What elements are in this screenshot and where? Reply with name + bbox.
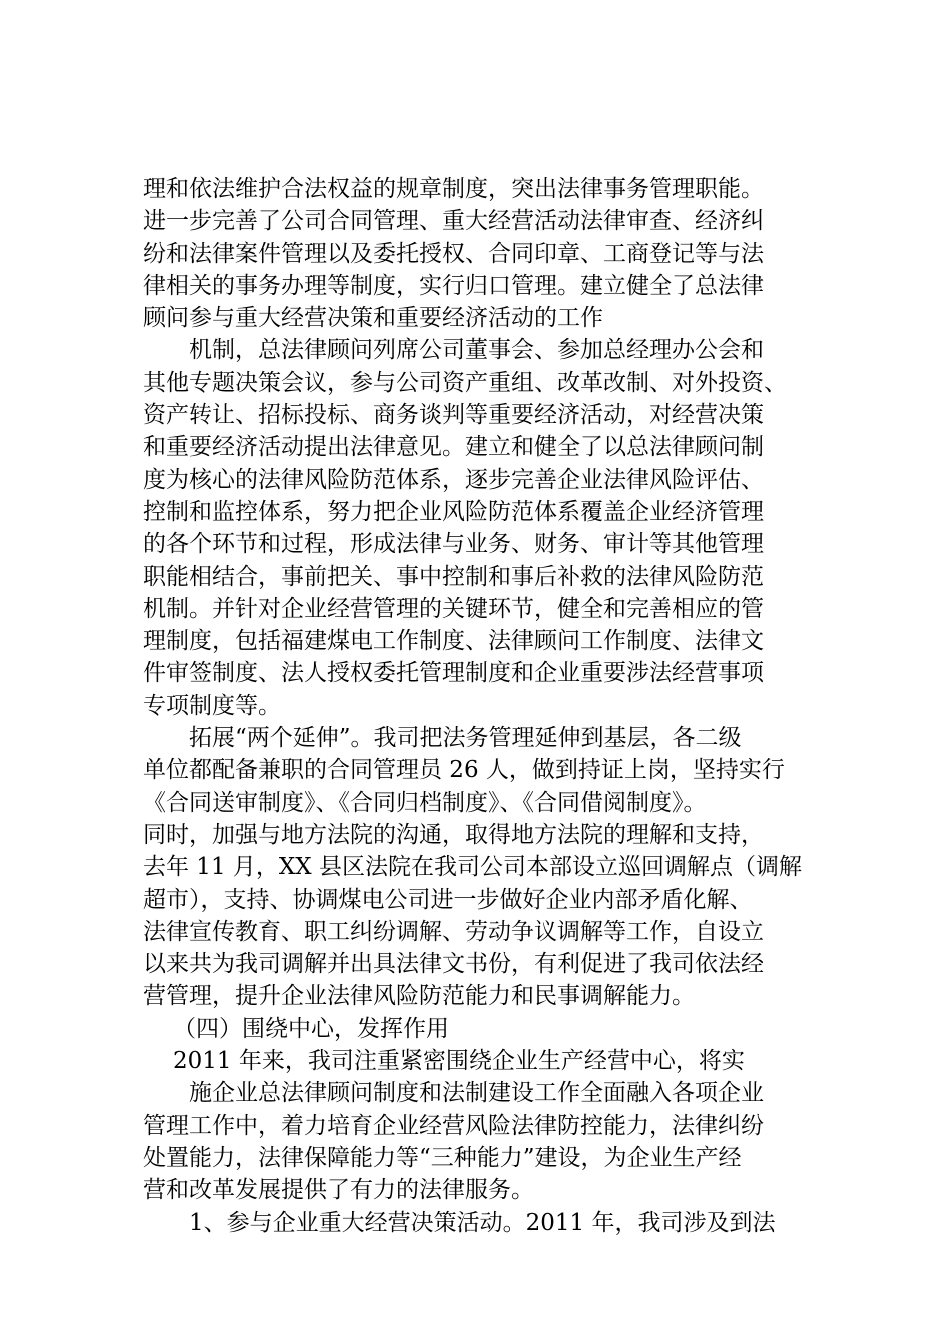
- text-line: 控制和监控体系，努力把企业风险防范体系覆盖企业经济管理: [143, 498, 764, 525]
- text-line: 去年 11 月，XX 县区法院在我司公司本部设立巡回调解点（调解: [143, 854, 802, 881]
- text-line: 纷和法律案件管理以及委托授权、合同印章、工商登记等与法: [143, 240, 764, 267]
- text-line: 其他专题决策会议，参与公司资产重组、改革改制、对外投资、: [143, 369, 787, 396]
- text-line: 机制。并针对企业经营管理的关键环节，健全和完善相应的管: [143, 595, 764, 622]
- text-line: 顾问参与重大经营决策和重要经济活动的工作: [143, 305, 603, 332]
- text-line: 管理工作中，着力培育企业经营风险法律防控能力，法律纠纷: [143, 1112, 764, 1139]
- text-line: 理制度，包括福建煤电工作制度、法律顾问工作制度、法律文: [143, 628, 764, 655]
- text-line: 1、参与企业重大经营决策活动。2011 年，我司涉及到法: [189, 1209, 776, 1236]
- text-line: 专项制度等。: [143, 692, 281, 719]
- text-line: 处置能力，法律保障能力等“三种能力”建设，为企业生产经: [143, 1144, 742, 1171]
- text-line: 拓展“两个延伸”。我司把法务管理延伸到基层，各二级: [189, 725, 742, 752]
- text-line: 《合同送审制度》、《合同归档制度》、《合同借阅制度》。: [143, 789, 707, 816]
- text-line: 度为核心的法律风险防范体系，逐步完善企业法律风险评估、: [143, 466, 764, 493]
- text-line: 机制，总法律顾问列席公司董事会、参加总经理办公会和: [189, 337, 764, 364]
- text-line: 营和改革发展提供了有力的法律服务。: [143, 1177, 534, 1204]
- body-text: [143, 173, 833, 1239]
- text-line: 和重要经济活动提出法律意见。建立和健全了以总法律顾问制: [143, 434, 764, 461]
- text-line: 资产转让、招标投标、商务谈判等重要经济活动，对经营决策: [143, 402, 764, 429]
- text-line: 件审签制度、法人授权委托管理制度和企业重要涉法经营事项: [143, 660, 764, 687]
- text-line: （四）围绕中心，发挥作用: [173, 1015, 449, 1042]
- text-line: 职能相结合，事前把关、事中控制和事后补救的法律风险防范: [143, 563, 764, 590]
- text-line: 超市），支持、协调煤电公司进一步做好企业内部矛盾化解、: [143, 886, 753, 913]
- text-line: 法律宣传教育、职工纠纷调解、劳动争议调解等工作，自设立: [143, 918, 764, 945]
- text-line: 施企业总法律顾问制度和法制建设工作全面融入各项企业: [189, 1080, 764, 1107]
- text-line: 理和依法维护合法权益的规章制度，突出法律事务管理职能。: [143, 176, 764, 202]
- text-line: 单位都配备兼职的合同管理员 26 人，做到持证上岗，坚持实行: [143, 757, 785, 784]
- text-line: 同时，加强与地方法院的沟通，取得地方法院的理解和支持，: [143, 821, 764, 848]
- text-line: 以来共为我司调解并出具法律文书份，有利促进了我司依法经: [143, 951, 764, 978]
- text-line: 进一步完善了公司合同管理、重大经营活动法律审查、经济纠: [143, 208, 764, 235]
- text-line: 2011 年来，我司注重紧密围绕企业生产经营中心，将实: [173, 1048, 745, 1075]
- text-line: 营管理，提升企业法律风险防范能力和民事调解能力。: [143, 983, 695, 1010]
- text-line: 律相关的事务办理等制度，实行归口管理。建立健全了总法律: [143, 272, 764, 299]
- text-line: 的各个环节和过程，形成法律与业务、财务、审计等其他管理: [143, 531, 764, 558]
